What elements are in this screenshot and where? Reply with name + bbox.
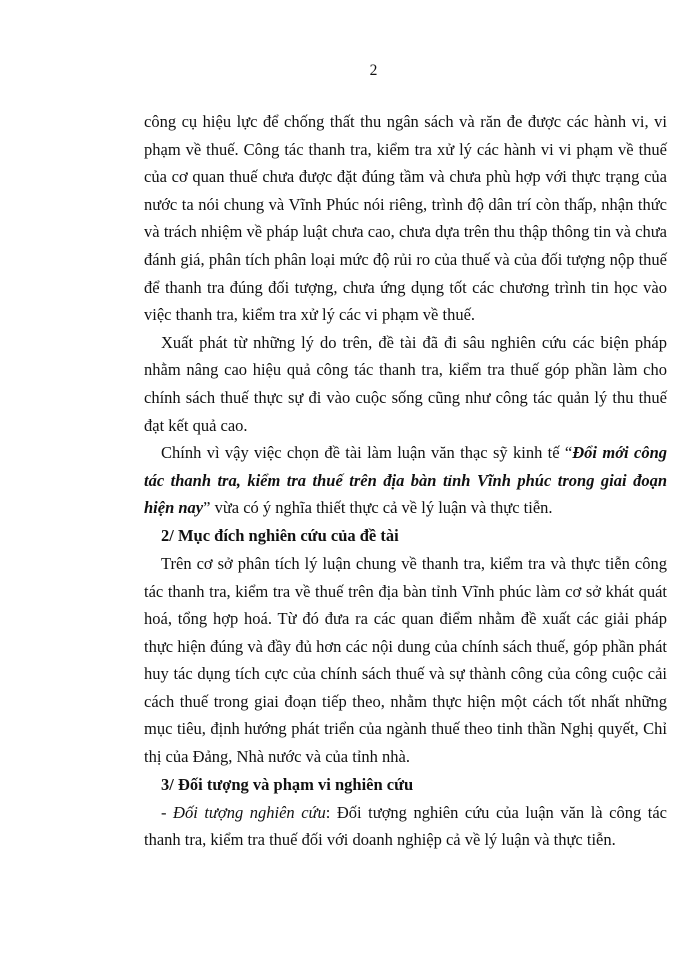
research-object-text: : Đối tượng nghiên cứu của luận văn là công tác thanh tra, kiểm tra thuế đối với doanh nghiệp cả về lý luận và thực tiễn. — [144, 802, 667, 850]
paragraph-reasons: Xuất phát từ những lý do trên, đề tài đã đi sâu nghiên cứu các biện pháp nhằm nâng cao hiệu quả công tác thanh tra, kiểm tra thuế góp phần làm cho chính sách thuế thực sự đi vào cuộc sống cũng như công tác quản lý thu thuế đạt kết quả cao. — [144, 332, 667, 435]
section-heading-purpose: 2/ Mục đích nghiên cứu của đề tài — [161, 525, 399, 545]
thesis-choice-tail: ” vừa có ý nghĩa thiết thực cả về lý luận và thực tiễn. — [203, 498, 553, 518]
research-object-label: - Đối tượng nghiên cứu — [161, 802, 326, 822]
document-body — [144, 108, 667, 854]
section-heading-scope: 3/ Đối tượng và phạm vi nghiên cứu — [161, 774, 414, 794]
paragraph-intro-continuation: công cụ hiệu lực để chống thất thu ngân sách và răn đe được các hành vi, vi phạm về thuế. Công tác thanh tra, kiểm tra xử lý các hành vi vi phạm về thuế của cơ quan thuế chưa được đặt đúng tầm và chưa phù hợp với thực trạng của nước ta nói chung và Vĩnh Phúc nói riêng, trình độ dân trí còn thấp, nhận thức và trách nhiệm về pháp luật chưa cao, chưa dựa trên thu thập thông tin và chưa đánh giá, phân tích phân loại mức độ rủi ro của thuế và của đối tượng nộp thuế để thanh tra đúng đối tượng, chưa ứng dụng tốt các chương trình tin học vào việc thanh tra, kiểm tra xử lý các vi phạm về thuế. — [144, 112, 667, 325]
thesis-choice-lead: Chính vì vậy việc chọn đề tài làm luận văn thạc sỹ kinh tế “ — [161, 443, 573, 463]
page-number: 2 — [369, 62, 378, 79]
paragraph-thesis-choice — [144, 439, 667, 522]
paragraph-research-object — [144, 799, 667, 854]
thesis-title: Đổi mới công tác thanh tra, kiểm tra thuế trên địa bàn tỉnh Vĩnh phúc trong giai đoạn hiện nay — [144, 443, 667, 518]
paragraph-purpose: Trên cơ sở phân tích lý luận chung về thanh tra, kiểm tra và thực tiễn công tác thanh tra, kiểm tra về thuế trên địa bàn tỉnh Vĩnh phúc làm cơ sở khát quát hoá, tổng hợp hoá. Từ đó đưa ra các quan điểm nhằm đề xuất các giải pháp thực hiện đúng và đầy đủ hơn các nội dung của chính sách thuế, góp phần phát huy tác dụng tích cực của chính sách thuế và sự thành công của công cuộc cải cách thuế trong giai đoạn tiếp theo, nhằm thực hiện một cách tốt nhất những mục tiêu, định hướng phát triển của ngành thuế theo tinh thần Nghị quyết, Chỉ thị của Đảng, Nhà nước và của tỉnh nhà. — [144, 553, 667, 767]
